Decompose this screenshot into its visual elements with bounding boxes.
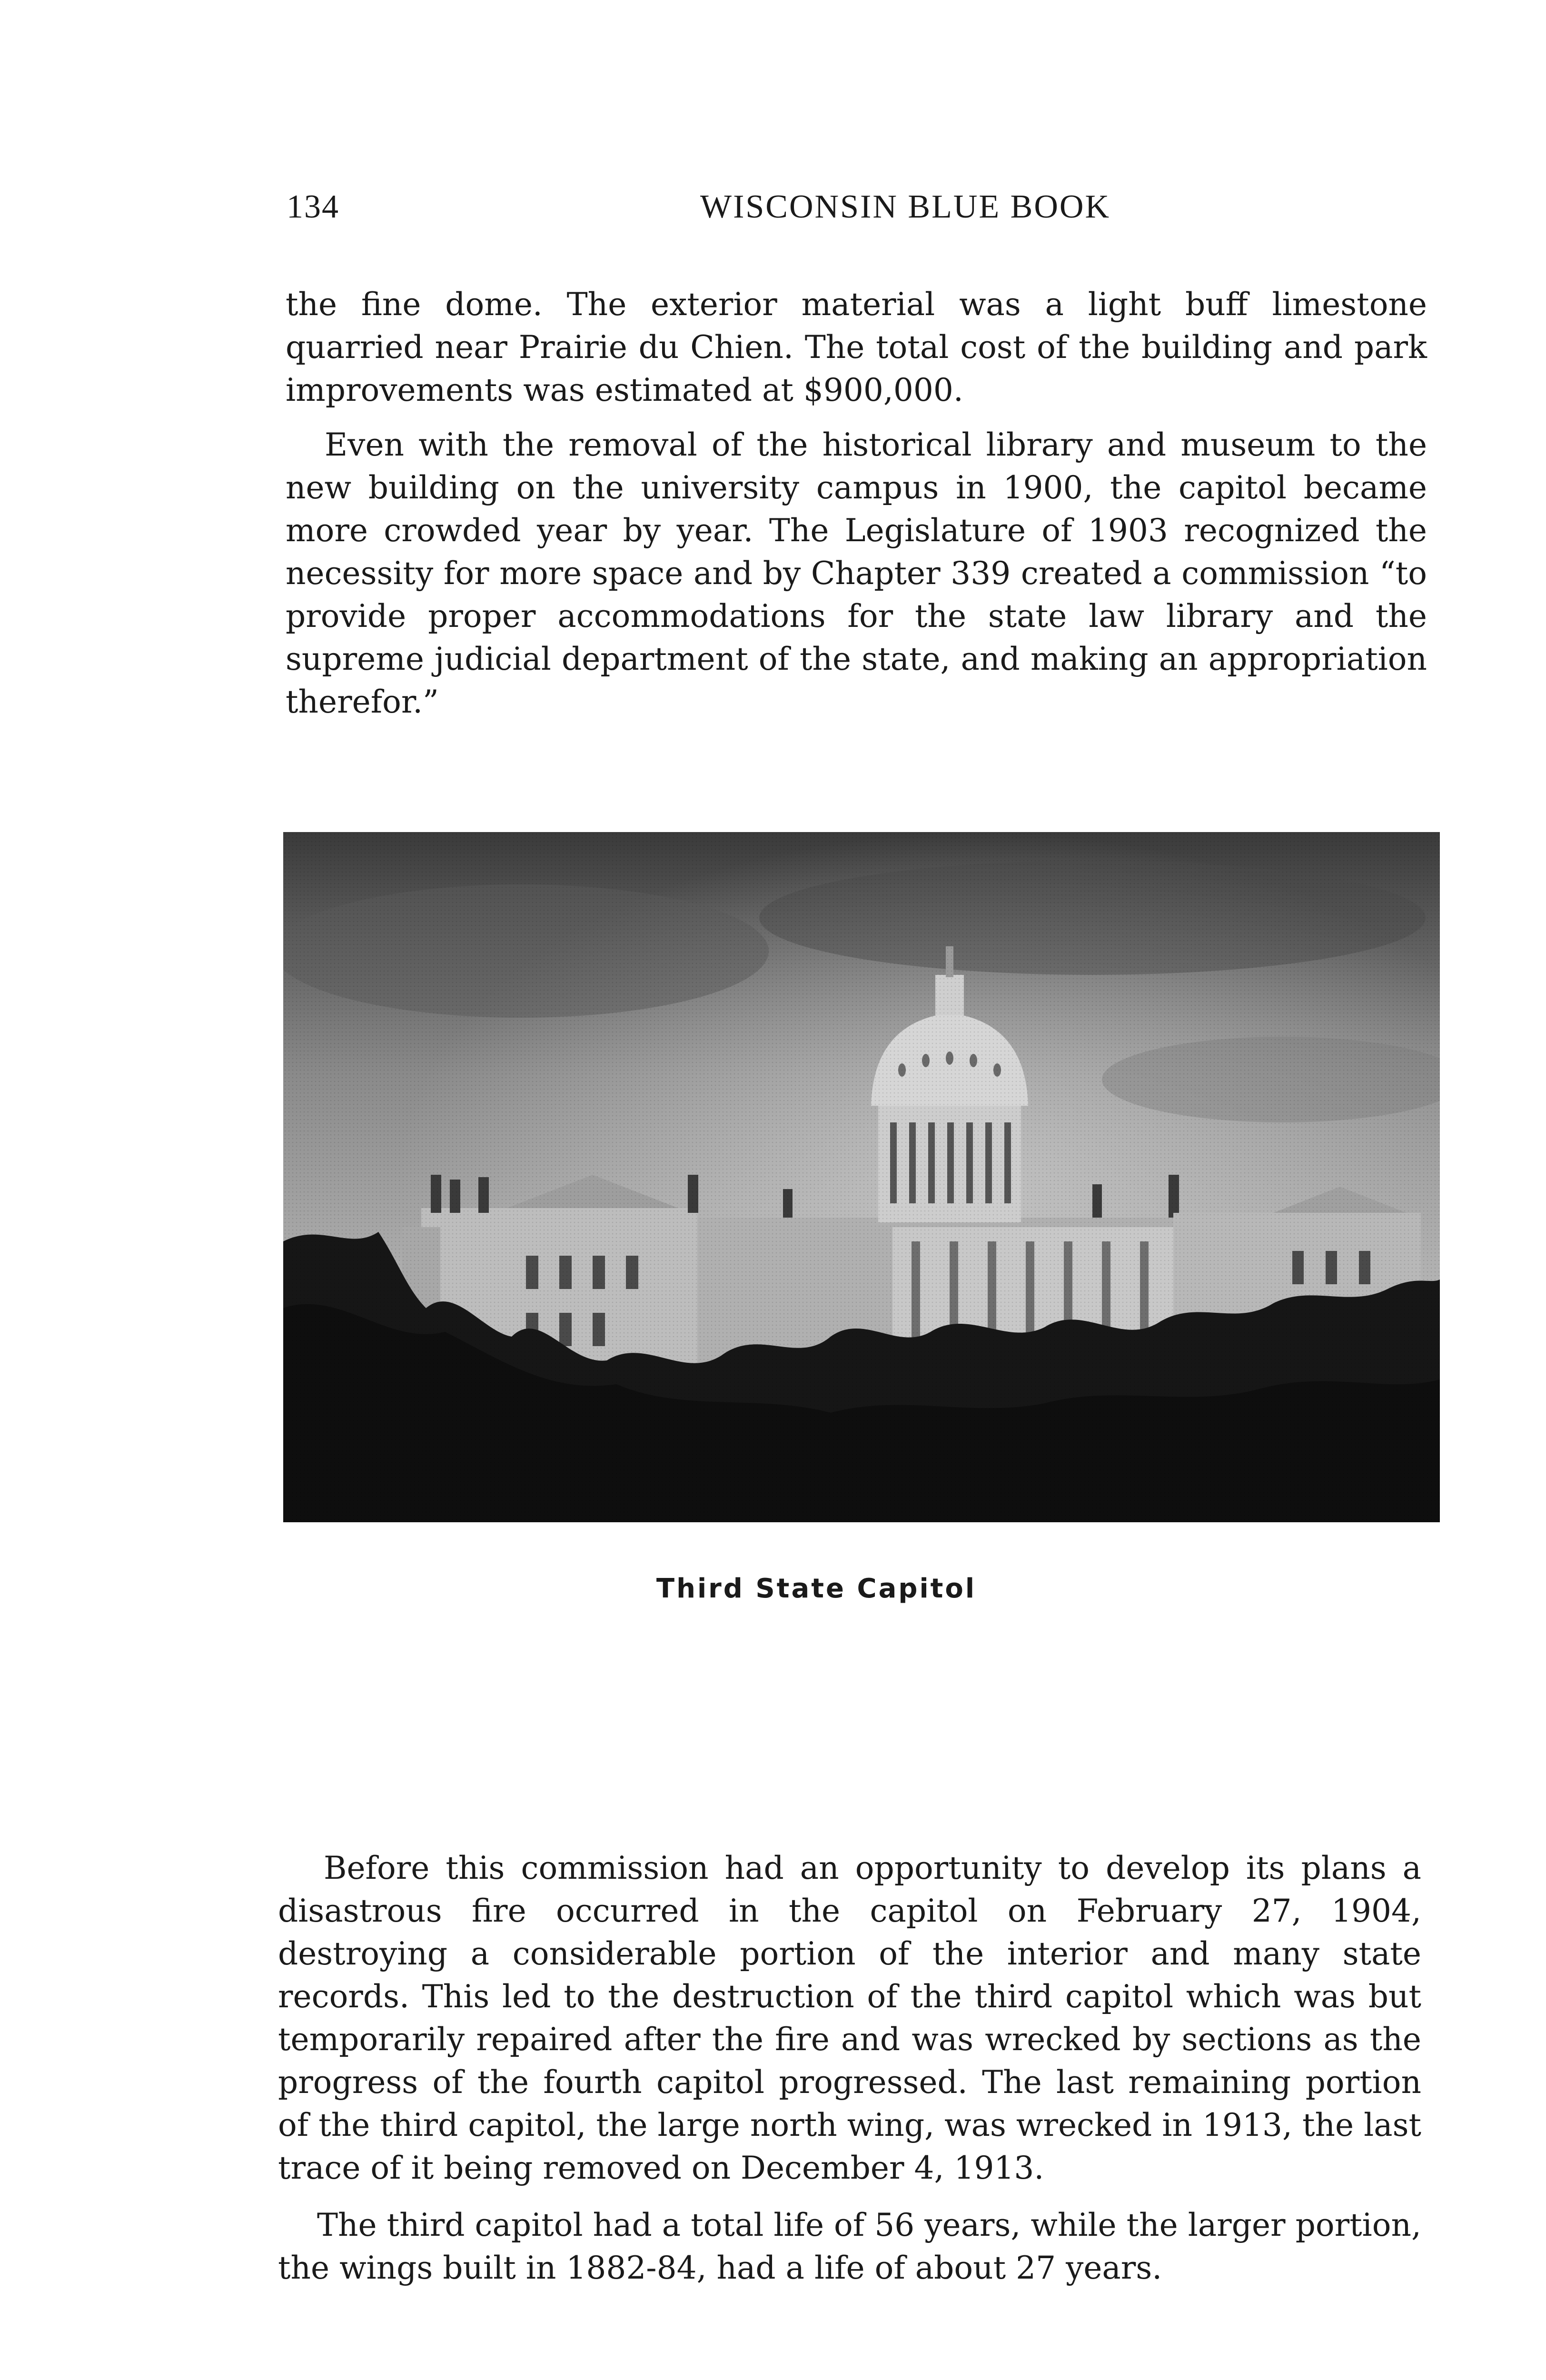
- paragraph-4: The third capitol had a total life of 56 years, while the larger portion, the wings built in 1882-84, had a life of about 27 years.: [278, 2207, 1421, 2286]
- paragraph-1: the fine dome. The exterior material was a light buff limestone quarried near Prairie du Chien. The total cost of the building and park improvements was estimated at $900,000.: [286, 286, 1427, 408]
- running-head: WISCONSIN BLUE BOOK: [700, 188, 1110, 225]
- paragraph-3: Before this commission had an opportunity to develop its plans a disastrous fire occurred in the capitol on February 27, 1904, destroying a considerable portion of the interior and many state records. This led to the destruction of the third capitol which was but temporarily repaired after the fire and was wrecked by sections as the progress of the fourth capitol progressed. The last remaining portion of the third capitol, the large north wing, was wrecked in 1913, the last trace of it being removed on December 4, 1913.: [278, 1850, 1421, 2186]
- page-number: 134: [287, 188, 339, 225]
- page-header: [287, 188, 1424, 231]
- paragraph-2: Even with the removal of the historical library and museum to the new building on the university campus in 1900, the capitol became more crowded year by year. The Legislature of 1903 recognized the necessity for more space and by Chapter 339 created a commission “to provide proper accommodations for the state law library and the supreme judicial department of the state, and making an appropriation therefor.”: [286, 426, 1427, 720]
- capitol-photo-illustration: [283, 832, 1440, 1522]
- capitol-photograph: [283, 832, 1440, 1522]
- photo-caption: Third State Capitol: [656, 1573, 977, 1604]
